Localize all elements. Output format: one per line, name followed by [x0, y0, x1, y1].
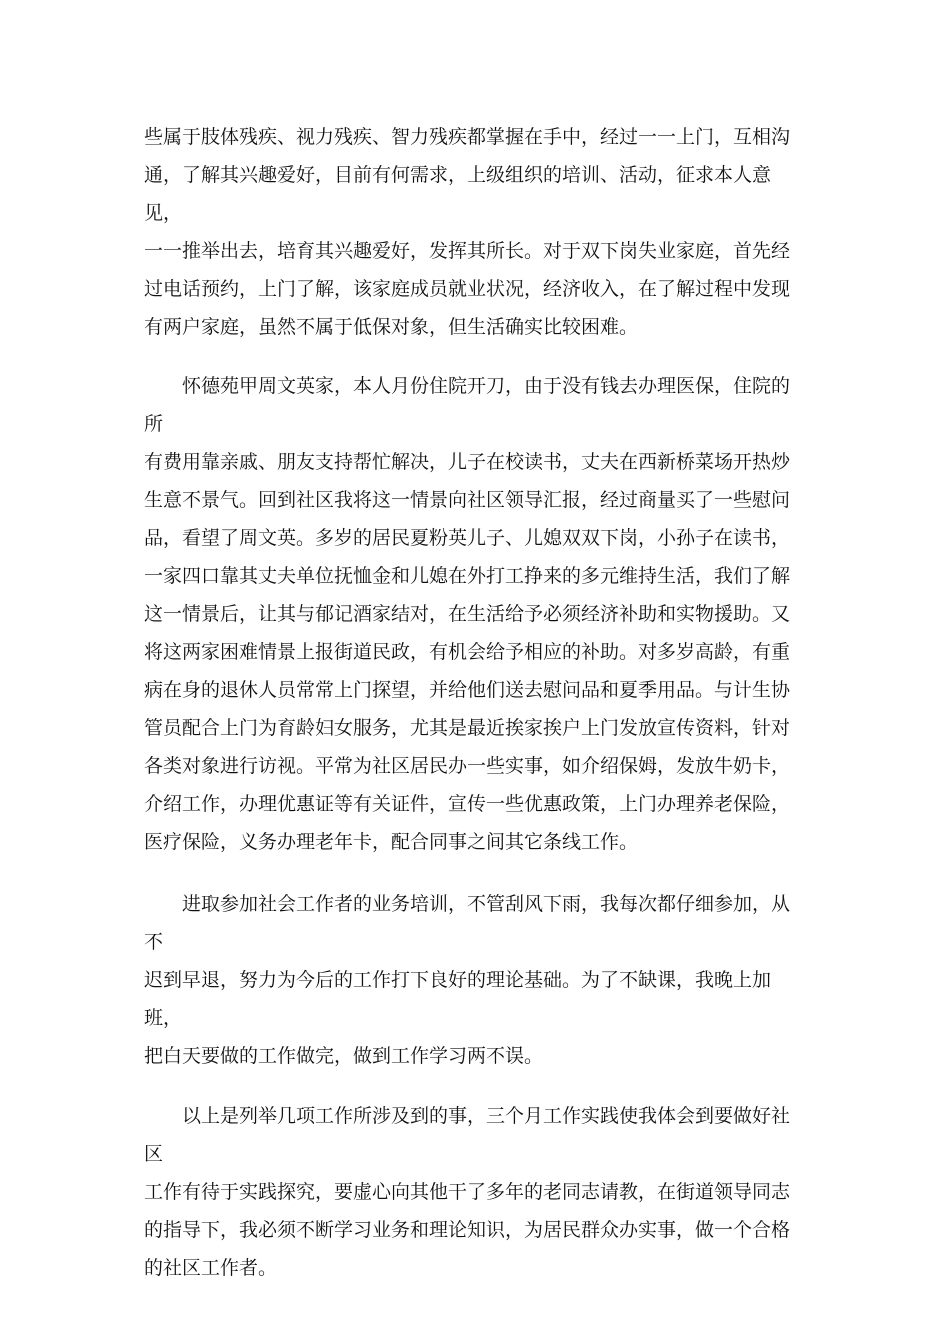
- paragraph-training: 进取参加社会工作者的业务培训，不管刮风下雨，我每次都仔细参加，从不 迟到早退，努力为今后的工作打下良好的理论基础。为了不缺课，我晚上加班， 把白天要做的工作做完，做到工作学习两不误。: [144, 893, 791, 1067]
- paragraph-disabled-households: 些属于肢体残疾、视力残疾、智力残疾都掌握在手中，经过一一上门，互相沟 通，了解其兴趣爱好，目前有何需求，上级组织的培训、活动，征求本人意见， 一一推举出去，培育其兴趣爱好，发挥其所长。对于双下岗失业家庭，首先经 过电话预约，上门了解，该家庭成员就业状况，经济收入，在了解过程中发现 有两户家庭，虽然不属于低保对象，但生活确实比较困难。: [144, 126, 791, 338]
- paragraph-family-assistance: 怀德苑甲周文英家，本人月份住院开刀，由于没有钱去办理医保，住院的所 有费用靠亲戚、朋友支持帮忙解决，儿子在校读书，丈夫在西新桥菜场开热炒 生意不景气。回到社区我将这一情景向社区领导汇报，经过商量买了一些慰问 品，看望了周文英。多岁的居民夏粉英儿子、儿媳双双下岗，小孙子在读书， 一家四口靠其丈夫单位抚恤金和儿媳在外打工挣来的多元维持生活，我们了解 这一情景后，让其与郁记酒家结对，在生活给予必须经济补助和实物援助。又 将这两家困难情景上报街道民政，有机会给予相应的补助。对多岁高龄，有重 病在身的退休人员常常上门探望，并给他们送去慰问品和夏季用品。与计生协 管员配合上门为育龄妇女服务，尤其是最近挨家挨户上门发放宣传资料，针对 各类对象进行访视。平常为社区居民办一些实事，如介绍保姆，发放牛奶卡， 介绍工作，办理优惠证等有关证件，宣传一些优惠政策，上门办理养老保险， 医疗保险，义务办理老年卡，配合同事之间其它条线工作。: [144, 375, 791, 853]
- paragraph-conclusion: 以上是列举几项工作所涉及到的事，三个月工作实践使我体会到要做好社区 工作有待于实践探究，要虚心向其他干了多年的老同志请教，在街道领导同志 的指导下，我必须不断学习业务和理论知识，为居民群众办实事，做一个合格 的社区工作者。: [144, 1105, 791, 1279]
